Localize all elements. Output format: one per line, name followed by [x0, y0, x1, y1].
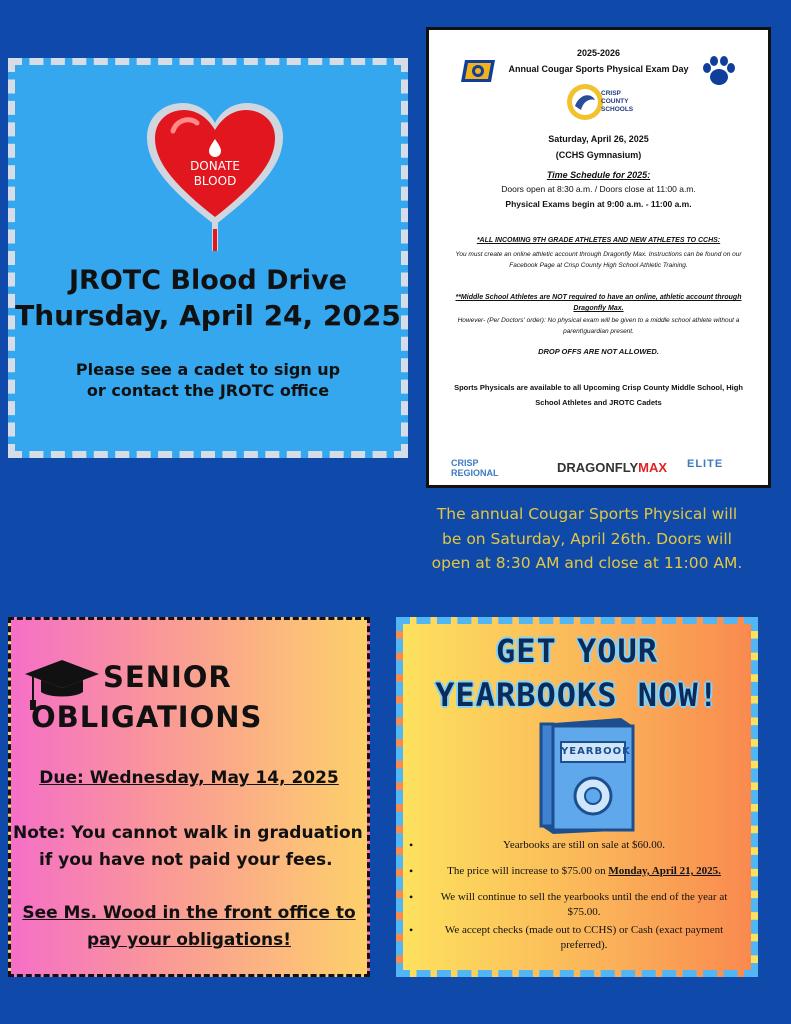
donate-blood-heart-icon [143, 101, 287, 251]
heart-text-donate: DONATE [190, 159, 240, 173]
list-item: • We will continue to sell the yearbooks until the end of the year at $75.00. [409, 890, 745, 920]
list-item [409, 864, 745, 879]
yearbook-info-list [409, 838, 745, 964]
sponsor-logos [429, 456, 768, 482]
bullet2-date: Monday, April 21, 2025. [608, 865, 721, 877]
yearbook-title-line2: YEARBOOKS NOW! [435, 676, 719, 714]
senior-title-line1: SENIOR [103, 660, 232, 694]
note-line2: if you have not paid your fees. [39, 850, 333, 870]
heart-text-blood: BLOOD [193, 174, 237, 188]
yearbook-panel [396, 617, 758, 977]
crisp-regional-line1: CRISP [451, 458, 479, 468]
physical-note-text: The annual Cougar Sports Physical will be on Saturday, April 26th. Doors will open at 8:30 AM and close at 11:00 AM. [431, 505, 743, 572]
max-text: MAX [638, 460, 668, 475]
senior-note [13, 820, 363, 874]
yearbook-book-icon [535, 716, 639, 834]
dragonfly-max-logo [557, 460, 667, 475]
district-line2: COUNTY [601, 98, 629, 105]
yearbook-book-label: YEARBOOK [561, 746, 631, 757]
district-logo-text [601, 90, 633, 114]
blood-drive-title-line1: JROTC Blood Drive [69, 265, 347, 296]
flyer-date: Saturday, April 26, 2025 [548, 134, 649, 144]
elite-logo: ELITE [687, 458, 724, 470]
flyer-drop-offs: DROP OFFS ARE NOT ALLOWED. [538, 347, 659, 356]
senior-see-office [11, 900, 367, 954]
flyer-availability: Sports Physicals are available to all Upcoming Crisp County Middle School, High School Athletes and JROTC Cadets [454, 383, 743, 407]
flyer-schedule-heading: Time Schedule for 2025: [546, 170, 651, 180]
list-item: • We accept checks (made out to CCHS) or Cash (exact payment preferred). [409, 923, 745, 953]
flyer-middle-school-body: However- (Per Doctors' order): No physical exam will be given to a middle school athlete without a parent\guardian present. [457, 317, 740, 335]
flyer-middle-school-heading: **Middle School Athletes are NOT required to have an online, athletic account through Dragonfly Max. [455, 294, 742, 312]
bullet2-text: The price will increase to $75.00 on [447, 865, 609, 877]
flyer-doors-time: Doors open at 8:30 a.m. / Doors close at 11:00 a.m. [501, 184, 696, 194]
blood-drive-date: Thursday, April 24, 2025 [15, 299, 401, 332]
dragonfly-text: DRAGONFLY [557, 460, 639, 475]
flyer-incoming-heading: *ALL INCOMING 9TH GRADE ATHLETES AND NEW ATHLETES TO CCHS: [476, 237, 721, 244]
instructions-line1: Please see a cadet to sign up [75, 360, 341, 379]
flyer-exam-time: Physical Exams begin at 9:00 a.m. - 11:00 a.m. [505, 199, 692, 209]
crisp-regional-line2: REGIONAL [451, 468, 499, 478]
flyer-school-year: 2025-2026 [576, 48, 621, 58]
senior-title-line2: OBLIGATIONS [31, 700, 263, 734]
blood-drive-panel [8, 58, 408, 458]
yearbook-title-line1: GET YOUR [495, 632, 659, 670]
blood-drive-title [15, 263, 401, 333]
flyer-location: (CCHS Gymnasium) [555, 150, 642, 160]
district-line1: CRISP [601, 90, 621, 97]
district-line3: SCHOOLS [601, 106, 634, 113]
senior-obligations-panel [8, 617, 370, 977]
crisp-regional-logo [451, 458, 499, 478]
physical-exam-flyer [426, 27, 771, 488]
flyer-event-name: Annual Cougar Sports Physical Exam Day [508, 64, 689, 74]
senior-due-date: Due: Wednesday, May 14, 2025 [39, 768, 339, 788]
flyer-incoming-body: You must create an online athletic account through Dragonfly Max. Instructions can be found on our Facebook Page at Crisp County High School Athletic Training. [455, 251, 742, 269]
list-item: • Yearbooks are still on sale at $60.00. [409, 838, 745, 853]
blood-drive-instructions [15, 359, 401, 401]
note-line1: Note: You cannot walk in graduation [13, 823, 363, 843]
see-line1: See Ms. Wood in the front office to [22, 903, 356, 923]
see-line2: pay your obligations! [86, 930, 292, 950]
instructions-line2: or contact the JROTC office [86, 381, 330, 400]
paw-print-icon [701, 54, 737, 88]
